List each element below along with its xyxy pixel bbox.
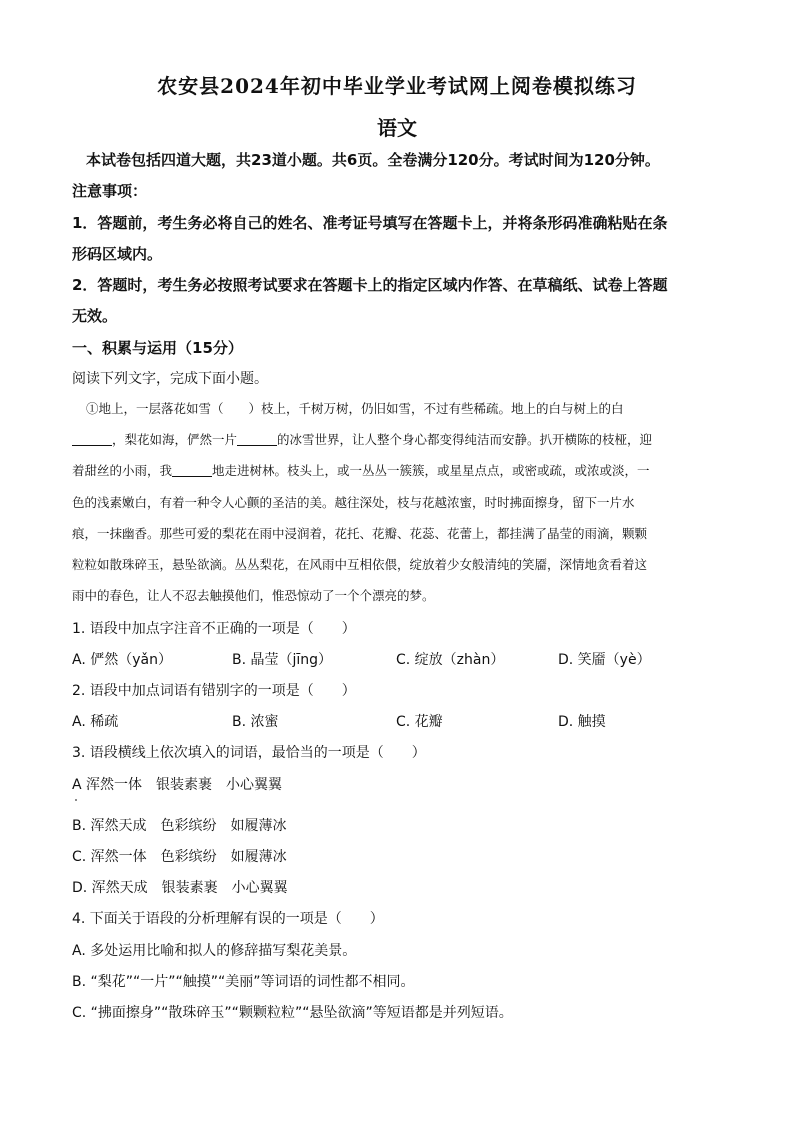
- question-3-option-c[interactable]: C. 浑然一体 色彩缤纷 如履薄冰: [72, 849, 287, 865]
- question-3-stem: 3. 语段横线上依次填入的词语，最恰当的一项是（ ）: [72, 745, 426, 761]
- passage-line-1: ①地上，一层落花如雪（ ）枝上，千树万树，仍旧如雪，不过有些稀疏。地上的白与树上的白: [86, 401, 624, 416]
- question-4-stem: 4. 下面关于语段的分析理解有误的一项是（ ）: [72, 911, 384, 927]
- notice-item-2-line-2: 无效。: [72, 307, 118, 325]
- question-3-option-d[interactable]: D. 浑然天成 银装素裹 小心翼翼: [72, 880, 288, 896]
- exam-title: 农安县2024年初中毕业学业考试网上阅卷模拟练习: [157, 74, 637, 98]
- notice-item-2-line-1: 2．答题时，考生务必按照考试要求在答题卡上的指定区域内作答、在草稿纸、试卷上答题: [72, 276, 668, 294]
- question-2-option-b[interactable]: B. 浓蜜: [232, 714, 279, 730]
- fill-blank-3: [172, 462, 212, 477]
- section-1-heading: 一、积累与运用（15分）: [72, 339, 243, 357]
- notice-heading: 注意事项：: [72, 182, 148, 200]
- exam-intro: 本试卷包括四道大题，共23道小题。共6页。全卷满分120分。考试时间为120分钟。: [86, 151, 660, 169]
- passage-line-5: 痕，一抹幽香。那些可爱的梨花在雨中浸润着，花托、花瓣、花蕊、花蕾上，都挂满了晶莹的雨滴，颗颗: [72, 526, 648, 541]
- question-4-option-c[interactable]: C. “拂面擦身”“散珠碎玉”“颗颗粒粒”“悬坠欲滴”等短语都是并列短语。: [72, 1005, 513, 1021]
- question-1-option-d[interactable]: D. 笑靥（yè）: [558, 652, 651, 668]
- question-1-option-b[interactable]: B. 晶莹（jīng）: [232, 652, 333, 668]
- question-1-option-c[interactable]: C. 绽放（zhàn）: [396, 652, 505, 668]
- passage-line-7: 雨中的春色，让人不忍去触摸他们，惟恐惊动了一个个漂亮的梦。: [72, 588, 435, 603]
- question-2-option-a[interactable]: A. 稀疏: [72, 714, 119, 730]
- fill-blank-2: [237, 431, 277, 446]
- question-1-option-a[interactable]: A. 俨然（yǎn）: [72, 652, 172, 668]
- question-2-option-d[interactable]: D. 触摸: [558, 714, 606, 730]
- passage-line-4: 色的浅素嫩白，有着一种令人心颤的圣洁的美。越往深处，枝与花越浓蜜，时时拂面擦身，留下一片水: [72, 495, 635, 510]
- notice-item-1-line-1: 1．答题前，考生务必将自己的姓名、准考证号填写在答题卡上，并将条形码准确粘贴在条: [72, 214, 668, 232]
- question-3-option-b[interactable]: B. 浑然天成 色彩缤纷 如履薄冰: [72, 818, 287, 834]
- stray-dot: [75, 799, 77, 801]
- fill-blank-1: [72, 431, 112, 446]
- subject-title: 语文: [377, 116, 417, 140]
- passage-line-3: 着甜丝的小雨，我 地走进树林。枝头上，或一丛丛一簇簇，或星星点点，或密或疏，或浓或淡，一: [72, 463, 650, 478]
- notice-item-1-line-2: 形码区域内。: [72, 245, 163, 263]
- passage-line-2: ，梨花如海，俨然一片 的冰雪世界，让人整个身心都变得纯洁而安静。扒开横陈的枝桠，迎: [72, 430, 722, 450]
- question-1-stem: 1. 语段中加点字注音不正确的一项是（ ）: [72, 621, 356, 637]
- question-4-option-b[interactable]: B. “梨花”“一片”“触摸”“美丽”等词语的词性都不相同。: [72, 974, 415, 990]
- question-2-option-c[interactable]: C. 花瓣: [396, 714, 443, 730]
- question-3-option-a[interactable]: A 浑然一体 银装素裹 小心翼翼: [72, 777, 283, 793]
- section-1-instruction: 阅读下列文字，完成下面小题。: [72, 371, 268, 387]
- passage-line-6: 粒粒如散珠碎玉，悬坠欲滴。丛丛梨花，在风雨中互相依偎，绽放着少女般清纯的笑靥，深情地贪看着这: [72, 557, 648, 572]
- question-4-option-a[interactable]: A. 多处运用比喻和拟人的修辞描写梨花美景。: [72, 943, 357, 959]
- question-2-stem: 2. 语段中加点词语有错别字的一项是（ ）: [72, 683, 356, 699]
